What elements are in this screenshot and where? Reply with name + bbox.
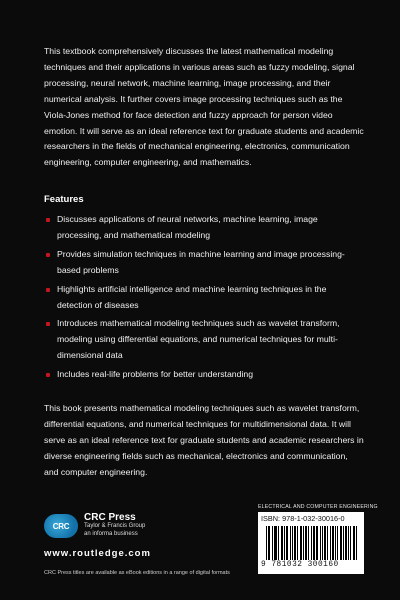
publisher-business: an informa business [84, 531, 138, 537]
feature-item: Introduces mathematical modeling techniques such as wavelet transform, modeling using differential equations, and numerical techniques for multi-dimensional data [44, 316, 364, 364]
intro-paragraph: This textbook comprehensively discusses the latest mathematical modeling techniques and their applications in various areas such as fuzzy modeling, signal processing, neural network, machine learning, image processing, and their numerical analysis. It further covers image processing techniques such as the Viola-Jones method for face detection and fuzzy approach for person video emotion. It will serve as an ideal reference text for graduate students and academic researchers in the fields of mechanical engineering, electronics, communication engineering, computer engineering, and mathematics. [44, 46, 364, 168]
ebook-note: CRC Press titles are available as eBook editions in a range of digital formats [44, 570, 230, 576]
publisher-name: CRC Press [84, 512, 136, 523]
feature-item: Includes real-life problems for better understanding [44, 367, 364, 383]
barcode-bar [322, 526, 323, 560]
barcode-bar [306, 526, 307, 560]
barcode-bar [269, 526, 270, 560]
barcode-bar [278, 526, 279, 560]
barcode-bar [284, 526, 285, 560]
barcode-bar [330, 526, 331, 560]
barcode-bar [343, 526, 344, 560]
barcode-bar [317, 526, 318, 560]
barcode-bar [276, 526, 277, 560]
bullet-icon [46, 288, 50, 292]
barcode-bar [287, 526, 288, 560]
features-heading: Features [44, 194, 84, 205]
subject-category: ELECTRICAL AND COMPUTER ENGINEERING [258, 504, 378, 510]
barcode-bar [292, 526, 293, 560]
barcode-bar [297, 526, 298, 560]
barcode-bar [272, 526, 273, 560]
barcode-bar [301, 526, 302, 560]
barcode-bar [346, 526, 347, 560]
barcode-bar [308, 526, 309, 560]
publisher-text [84, 514, 145, 538]
feature-item: Provides simulation techniques in machine learning and image processing-based problems [44, 247, 364, 279]
bullet-icon [46, 322, 50, 326]
barcode-bar [295, 526, 296, 560]
barcode-bar [311, 526, 312, 560]
bullet-icon [46, 373, 50, 377]
barcode-bar [327, 526, 328, 560]
barcode-bar [325, 526, 326, 560]
barcode-bar [337, 526, 338, 560]
barcode-bar [314, 526, 315, 560]
features-list [44, 212, 364, 386]
barcode-bar [282, 526, 283, 560]
summary-paragraph: This book presents mathematical modeling techniques such as wavelet transform, differential equations, and numerical techniques for multidimensional data. It will serve as an ideal reference text for graduate students and academic researchers in diverse engineering fields such as mechanical, electronics and communication, and computer engineering. [44, 403, 364, 477]
barcode-bar [335, 526, 336, 560]
barcode-bar [348, 526, 349, 560]
barcode-bar [320, 526, 321, 560]
barcode-bar [303, 526, 304, 560]
barcode-digits: 9 781032 300160 [261, 561, 339, 569]
barcode-bar [266, 526, 267, 560]
publisher-website: www.routledge.com [44, 548, 151, 559]
barcode-bar [333, 526, 334, 560]
barcode-box [258, 512, 364, 574]
crc-logo-icon: CRC [44, 514, 78, 538]
feature-item: Discusses applications of neural networks, machine learning, image processing, and mathematical modeling [44, 212, 364, 244]
barcode-bar [290, 526, 291, 560]
isbn-label: ISBN: 978-1-032-30016-0 [261, 514, 345, 523]
bullet-icon [46, 253, 50, 257]
barcode-bar [354, 526, 355, 560]
barcode-bar [350, 526, 351, 560]
barcode-bar [356, 526, 357, 560]
publisher-logo [44, 514, 145, 538]
barcode-bar [341, 526, 342, 560]
bullet-icon [46, 218, 50, 222]
publisher-group: Taylor & Francis Group [84, 523, 146, 529]
barcode-icon [266, 526, 358, 560]
feature-item: Highlights artificial intelligence and machine learning techniques in the detection of diseases [44, 282, 364, 314]
